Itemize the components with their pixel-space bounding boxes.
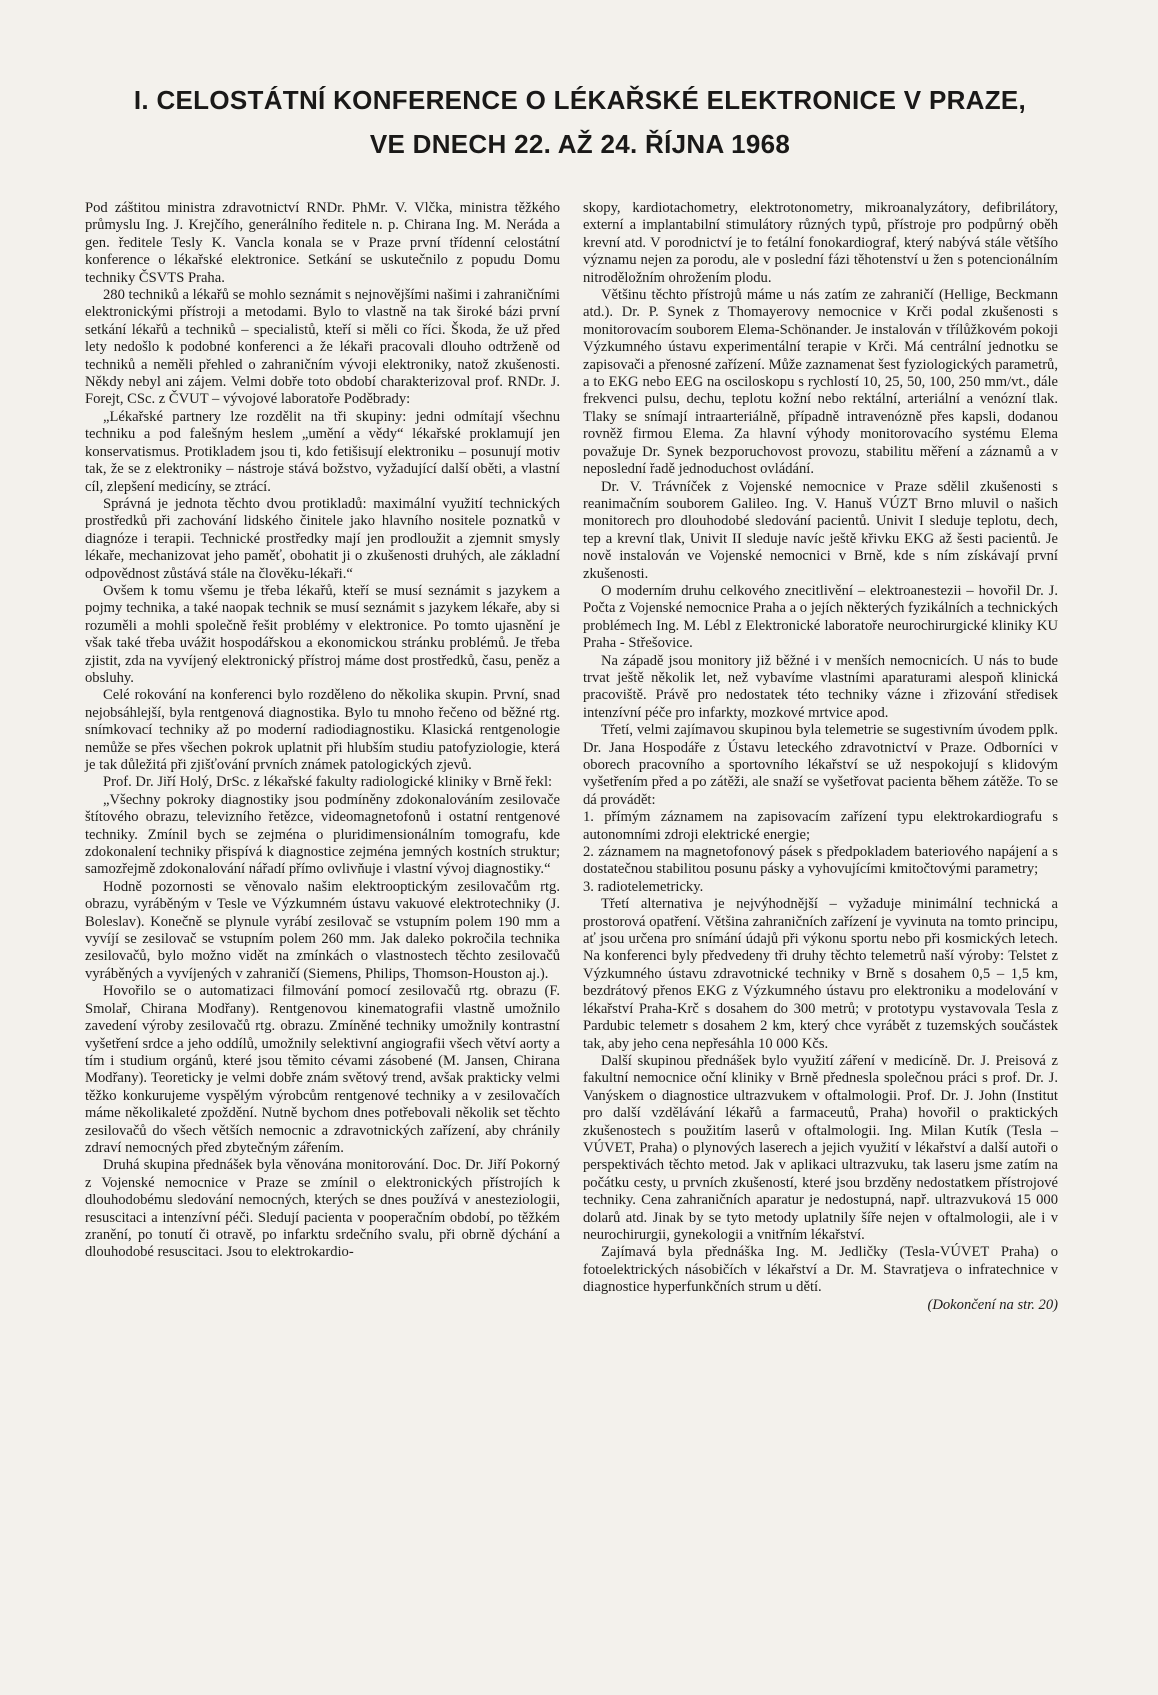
paragraph: skopy, kardiotachometry, elektrotonometry, mikroanalyzátory, defibrilátory, externí a implantabilní stimulátory různých typů, přístroje pro podpůrný oběh krevní atd. V porodnictví je to fetální fonokardiograf, který nabývá stále většího významu nejen za porodu, ale v poslední fázi těhotenství u žen s potencionálním nitroděložním ohrožením plodu.: [583, 200, 1058, 286]
paragraph: Na západě jsou monitory již běžné i v menších nemocnicích. U nás to bude trvat ještě několik let, než vybavíme vlastními aparaturami alespoň klinická pracoviště. Právě pro nedostatek této techniky vázne i zřizování středisek intenzívní péče pro infarkty, mozkové mrtvice apod.: [583, 652, 1058, 721]
paragraph: Třetí, velmi zajímavou skupinou byla telemetrie se sugestivním úvodem pplk. Dr. Jana Hospodáře z Ústavu leteckého zdravotnictví v Praze. Odborníci v oborech pracovního a sportovního lékařství se už nespokojují s klidovým vyšetřením před a po zátěži, ale snaží se vyšetřovat pacienta během zátěže. To se dá provádět:: [583, 722, 1058, 808]
paragraph: Pod záštitou ministra zdravotnictví RNDr. PhMr. V. Vlčka, ministra těžkého průmyslu Ing. J. Krejčího, generálního ředitele n. p. Chirana Ing. M. Neráda a gen. ředitele Tesly K. Vancla konala se v Praze první třídenní celostátní konference o lékařské elektronice. Setkání se uskutečnilo z popudu Domu techniky ČSVTS Praha.: [85, 200, 560, 286]
paragraph: Správná je jednota těchto dvou protikladů: maximální využití technických prostředků při zachování lidského činitele jako hlavního nositele poznatků v diagnóze i terapii. Technické prostředky mají jen prodloužit a zjemnit smysly lékaře, mechanizovat jeho paměť, obohatit ji o zkušenosti druhých, ale základní odpovědnost zůstává stále na člověku-lékaři.“: [85, 495, 560, 582]
continued-note: (Dokončení na str. 20): [927, 1296, 1058, 1313]
paragraph: Další skupinou přednášek bylo využití záření v medicíně. Dr. J. Preisová z fakultní nemocnice oční kliniky v Brně přednesla společnou práci s prof. Dr. J. Vanýskem o diagnostice ultrazvukem v oftalmologii. Prof. Dr. J. John (Institut pro další vzdělávání lékařů a farmaceutů, Praha) hovořil o praktických zkušenostech s použitím laserů v oftalmologii. Ing. Milan Kutík (Tesla – VÚVET, Praha) o plynových laserech a jejich využití v lékařství a další autoři o perspektivách těchto metod. Jak v aplikaci ultrazvuku, tak laseru jsme zatím na počátku cesty, u prvních zkušeností, které jsou brzděny nedostatkem přístrojové techniky. Cena zahraničních aparatur je nedostupná, např. ultrazvuková 15 000 dolarů atd. Jinak by se tyto metody uplatnily šíře nejen v oftalmologii, ale i v neurochirurgii, gynekologii a vnitřním lékařství.: [583, 1052, 1058, 1243]
paragraph: Většinu těchto přístrojů máme u nás zatím ze zahraničí (Hellige, Beckmann atd.). Dr. P. Synek z Thomayerovy nemocnice v Krči podal zkušenosti s monitorovacím souborem Elema-Schönander. Je instalován v třílůžkovém pokoji Výzkumného ústavu experimentální terapie v Krči. Má centrální jednotku se zapisovači a přenosné zařízení. Může zaznamenat šest fyziologických parametrů, a to EKG nebo EEG na osciloskopu s rychlostí 10, 25, 50, 100, 250 mm/vt., dále frekvenci pulsu, dechu, teplotu kožní nebo rektální, arteriální a venózní tlak. Tlaky se snímají intraarteriálně, případně intravenózně přes kapsli, dodanou rovněž firmou Elema. Za hlavní výhody monitorovacího systému Elema považuje Dr. Synek bezporuchovost provozu, stabilitu měření a záznamů a v neposlední řadě jednoduchost ovládání.: [583, 287, 1058, 478]
right-column: [583, 200, 1058, 1314]
paragraph: Druhá skupina přednášek byla věnována monitorování. Doc. Dr. Jiří Pokorný z Vojenské nemocnice v Praze se zmínil o elektronických přístrojích k dlouhodobému sledování nemocných, kterých se dnes používá v anesteziologii, resuscitaci a intenzívní péči. Sledují pacienta v pooperačním období, po těžkém zranění, po tonutí či otravě, po infarktu srdečního svalu, při obrně dýchání a dlouhodobé resuscitaci. Jsou to elektrokardio-: [85, 1157, 560, 1261]
left-column: [85, 200, 560, 1262]
paragraph: Zajímavá byla přednáška Ing. M. Jedličky (Tesla-VÚVET Praha) o fotoelektrických násobičích v lékařství a Dr. M. Stavratjeva o infratechnice v diagnostice hyperfunkčních strum u dětí.: [583, 1244, 1058, 1296]
paragraph: Třetí alternativa je nejvýhodnější – vyžaduje minimální technická a prostorová opatření. Většina zahraničních zařízení je vyvinuta na tomto principu, ať jsou určena pro snímání údajů při výkonu sportu nebo při kosmických letech. Na konferenci byly předvedeny tři druhy těchto telemetrů naší výroby: Telstet z Výzkumného ústavu zdravotnické techniky v Brně s dosahem 0,5 – 1,5 km, bezdrátový přenos EKG z Výzkumného ústavu pro elektroniku a modelování v lékařství Praha-Krč s dosahem do 300 metrů; v prototypu vystavovala Tesla z Pardubic telemetr s dosahem 2 km, který chce vyrábět z tuzemských součástek tak, aby jeho cena nepřesáhla 10 000 Kčs.: [583, 896, 1058, 1052]
paragraph: Hovořilo se o automatizaci filmování pomocí zesilovačů rtg. obrazu (F. Smolař, Chirana Modřany). Rentgenovou kinematografii vlastně umožnilo zavedení výroby zesilovačů rtg. obrazu. Zmíněné techniky umožnily kontrastní vyšetření srdce a jeho oddílů, umožnily selektivní angiografii všech větví aorty a tím i studium orgánů, které jsou těmito cévami zásobené (M. Jansen, Chirana Modřany). Teoreticky je velmi dobře znám světový trend, avšak prakticky velmi těžko konkurujeme vyspělým výrobcům rentgenové techniky a v zesilovačích máme několikaleté zpoždění. Nutně bychom dnes potřebovali několik set těchto zesilovačů do všech větších nemocnic a zdravotnických zařízení, aby chránily zdraví nemocných před zbytečným zářením.: [85, 983, 560, 1156]
list-item: 1. přímým záznamem na zapisovacím zařízení typu elektrokardiografu s autonomními zdroji elektrické energie;: [583, 809, 1058, 843]
list-item: 3. radiotelemetricky.: [583, 878, 704, 895]
title-line-1: I. CELOSTÁTNÍ KONFERENCE O LÉKAŘSKÉ ELEKTRONICE V PRAZE,: [133, 85, 1027, 115]
list-item: 2. záznamem na magnetofonový pásek s předpokladem bateriového napájení a s dostatečnou stabilitou posunu pásky a vyhovujícími kmitočtovými parametry;: [583, 844, 1058, 878]
article-title: [90, 78, 1070, 166]
paragraph: Ovšem k tomu všemu je třeba lékařů, kteří se musí seznámit s jazykem a pojmy technika, a také naopak technik se musí seznámit s jazykem lékaře, aby si rozuměli a mohli společně řešit problémy v elektronice. Po tomto ujasnění je však také třeba uvážit hospodářskou a ekonomickou stránku problémů. Je třeba zjistit, zda na vyvíjený elektronický přístroj máme dost prostředků, času, peněz a obsluhy.: [85, 582, 560, 686]
paragraph: Hodně pozornosti se věnovalo našim elektrooptickým zesilovačům rtg. obrazu, vyráběným v Tesle ve Výzkumném ústavu vakuové elektrotechniky (J. Boleslav). Konečně se plynule vyrábí zesilovač se vstupním polem 190 mm a vyvíjí se zesilovač se vstupním polem 260 mm. Jak daleko pokročila technika zesilovačů, bylo možno vidět na zmínkách o vlastnostech těchto zesilovačů vyráběných a vyvíjených v zahraničí (Siemens, Philips, Thomson-Houston aj.).: [85, 878, 560, 982]
paragraph: 280 techniků a lékařů se mohlo seznámit s nejnovějšími našimi i zahraničními elektronickými přístroji a metodami. Bylo to vlastně na tak široké bázi první setkání lékařů a techniků – specialistů, kteří si měli co říci. Škoda, že už před lety nedošlo k podobné konferenci a že lékaři pracovali dlouho odtrženě od techniků a neměli přehled o zahraničním vývoji elektroniky, natož zkušenosti. Někdy nebyl ani zájem. Velmi dobře toto období charakterizoval prof. RNDr. J. Forejt, CSc. z ČVUT – vývojové laboratoře Poděbrady:: [85, 287, 560, 408]
paragraph: Prof. Dr. Jiří Holý, DrSc. z lékařské fakulty radiologické kliniky v Brně řekl:: [103, 774, 553, 791]
paragraph: „Lékařské partnery lze rozdělit na tři skupiny: jedni odmítají všechnu techniku a pod falešným heslem „umění a vědy“ lékařské proklamují jen konservatismus. Protikladem jsou ti, kdo fetišisují elektroniku – posunují motiv tak, že se z elektroniky – nástroje stává božstvo, vyžadující další oběti, a vlastní cíl, zlepšení medicíny, se ztrácí.: [85, 408, 560, 495]
paragraph: O moderním druhu celkového znecitlivění – elektroanestezii – hovořil Dr. J. Počta z Vojenské nemocnice Praha a o jejích některých fyzikálních a technických problémech Ing. M. Lébl z Elektronické laboratoře neurochirurgické kliniky KU Praha - Střešovice.: [583, 582, 1058, 652]
paragraph: Celé rokování na konferenci bylo rozděleno do několika skupin. První, snad nejobsáhlejší, byla rentgenová diagnostika. Bylo tu mnoho řečeno od běžné rtg. snímkovací techniky až po moderní radiodiagnostiku. Klasická rentgenologie nemůže se přes všechen pokrok uplatnit při hlubším studiu patofyziologie, která je tak důležitá při zjišťování prvních známek patologických zjevů.: [85, 687, 560, 773]
paragraph: „Všechny pokroky diagnostiky jsou podmíněny zdokonalováním zesilovače štítového obrazu, televizního řetězce, videomagnetofonů i ostatní rentgenové techniky. Zmínil bych se zejména o pluridimensionálním tomografu, kde zdokonalení techniky přispívá k diagnostice zejména jemných kostních struktur; samozřejmě zdokonalování nářadí přímo ovlivňuje i vlastní vývoj diagnostiky.“: [85, 791, 560, 878]
title-line-2: VE DNECH 22. AŽ 24. ŘÍJNA 1968: [369, 129, 791, 159]
paragraph: Dr. V. Trávníček z Vojenské nemocnice v Praze sdělil zkušenosti s reanimačním souborem Galileo. Ing. V. Hanuš VÚZT Brno mluvil o našich monitorech pro dlouhodobé sledování pacientů. Univit I sleduje teplotu, dech, tep a krevní tlak, Univit II sleduje navíc ještě křivku EKG až šesti pacientů. Je nově instalován ve Vojenské nemocnici v Brně, kde s ním získávají první zkušenosti.: [583, 478, 1058, 582]
